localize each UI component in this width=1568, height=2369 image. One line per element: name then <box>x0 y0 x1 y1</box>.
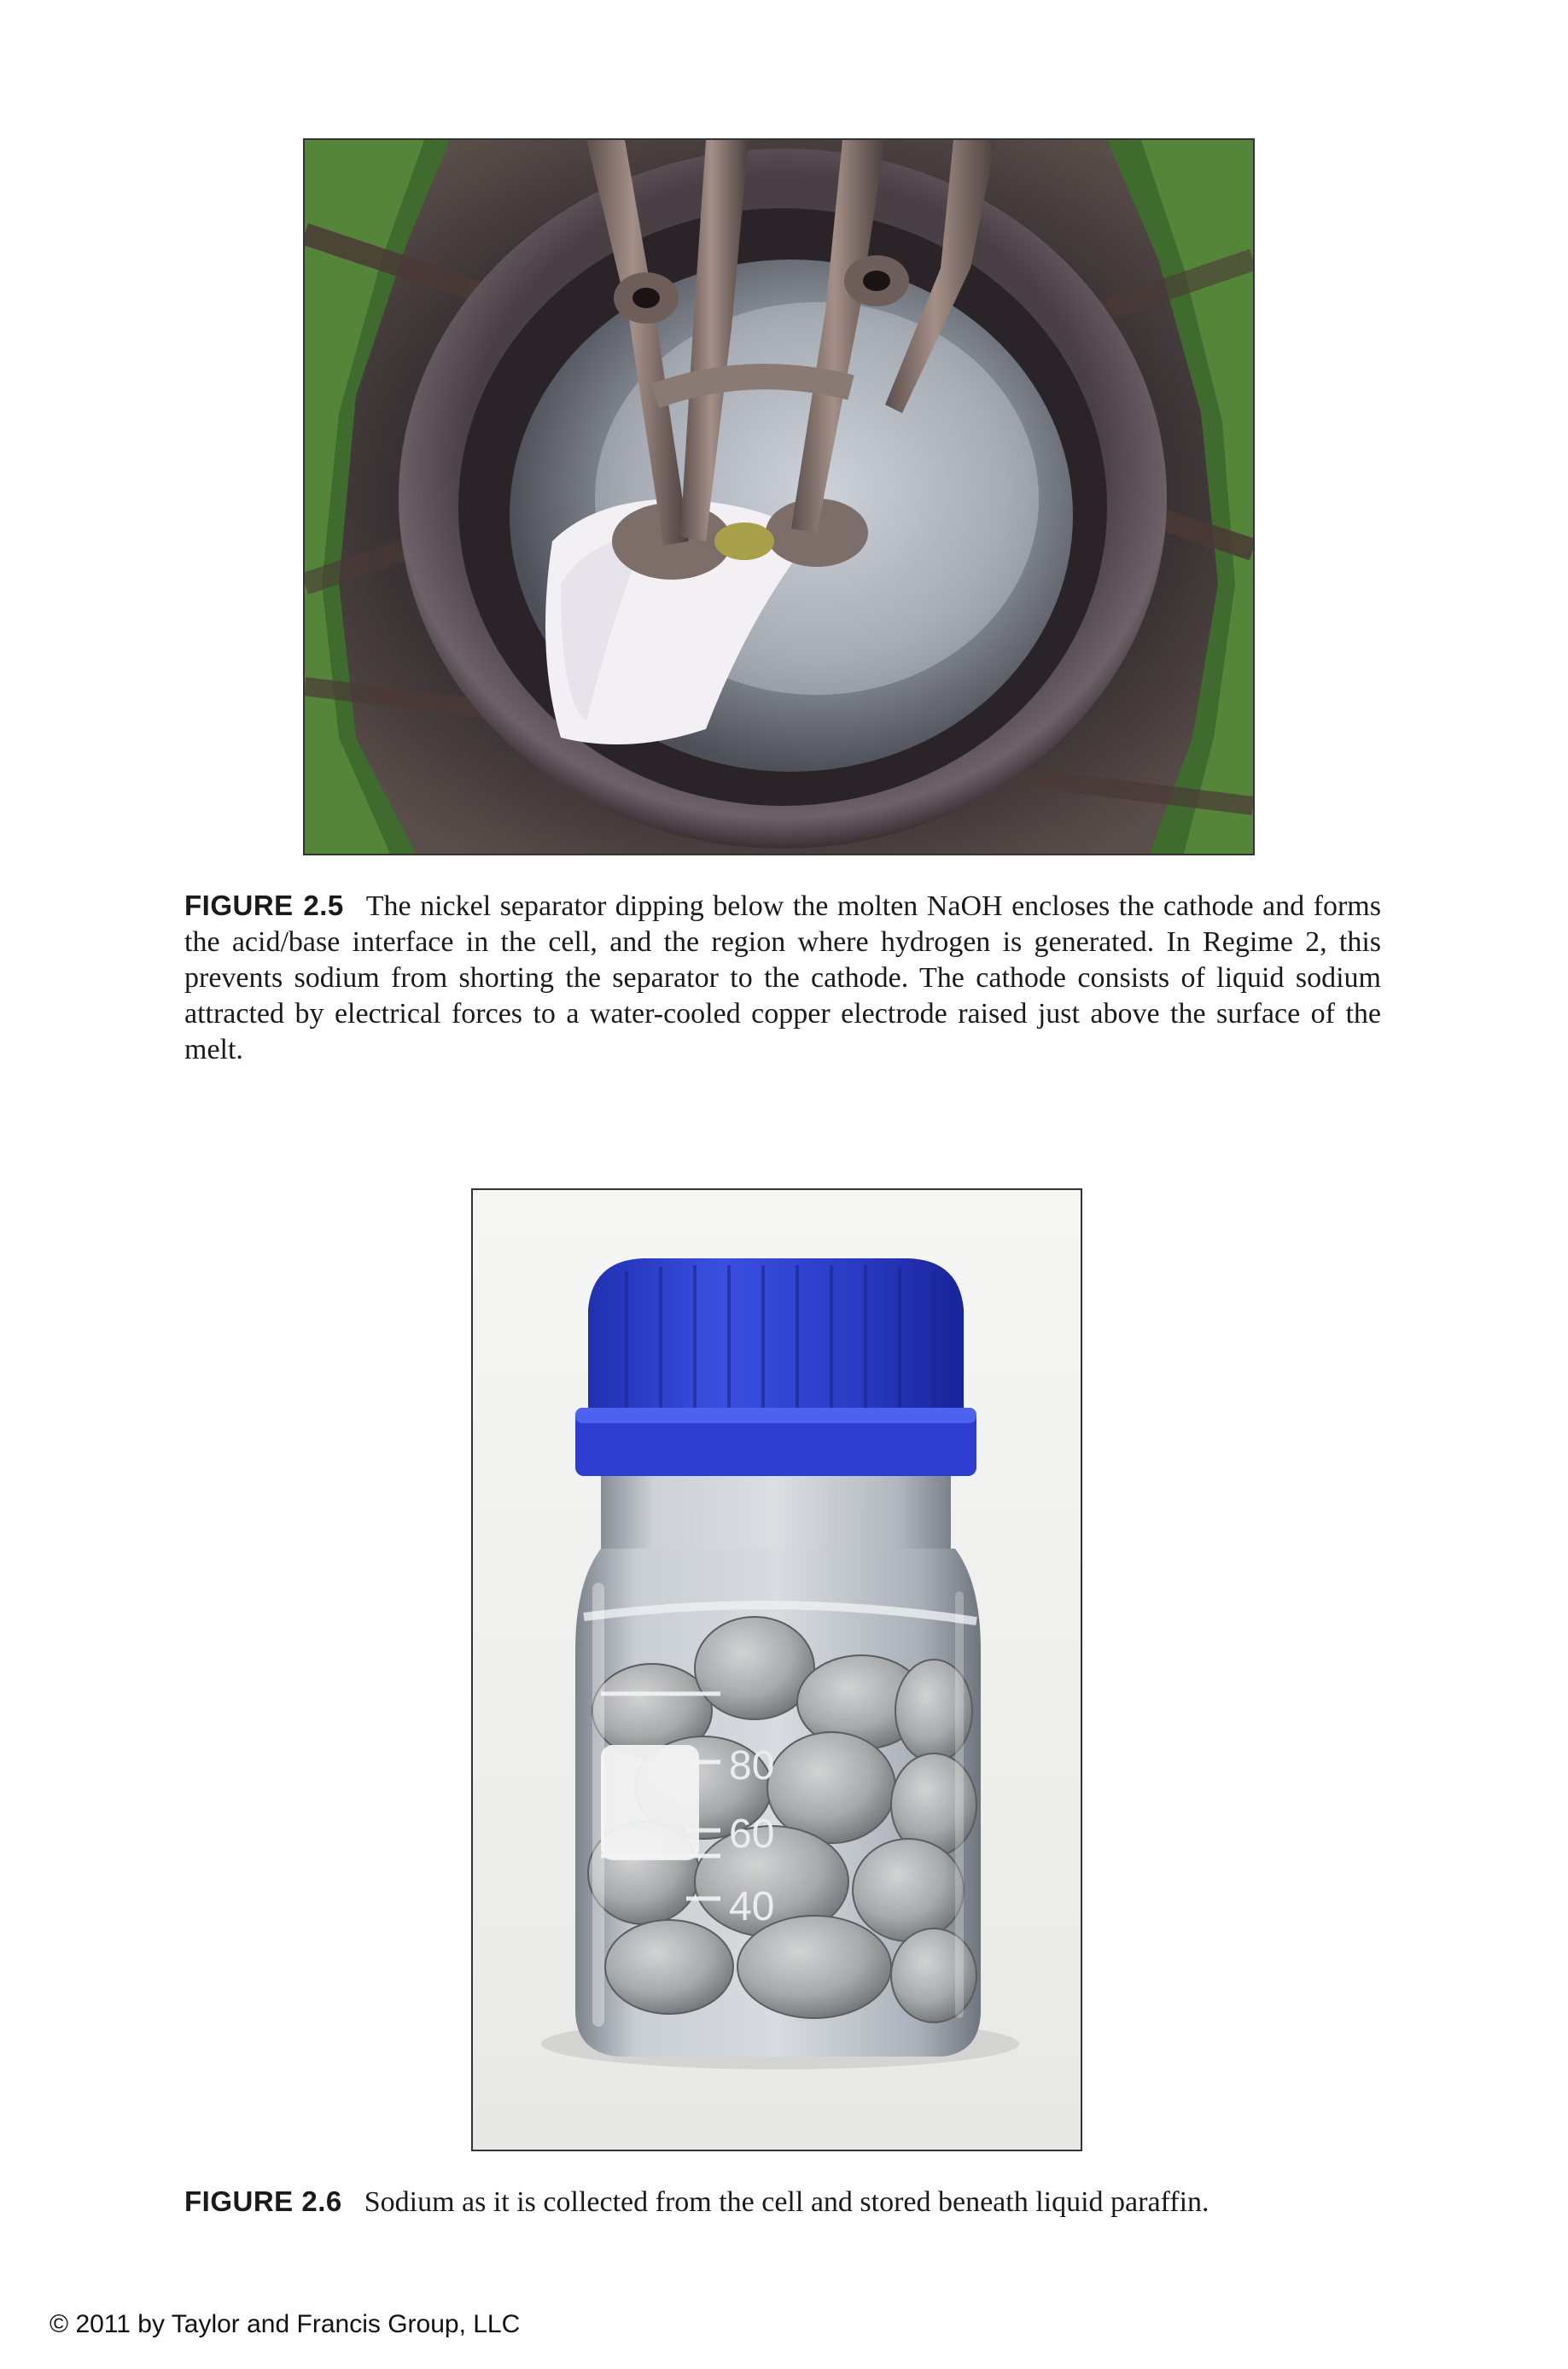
electrolytic-cell-illustration <box>305 140 1253 854</box>
caption-text: The nickel separator dipping below the molten NaOH encloses the cathode and forms the acid/base interface in the cell, and the region where hydrogen is generated. In Regime 2, this prevents sodium from shorting the separator to the cathode. The cathode consists of liquid sodium attracted by electrical forces to a water-cooled copper electrode raised just above the surface of the melt. <box>184 890 1381 1065</box>
figure-label: FIGURE 2.6 <box>184 2185 342 2217</box>
figure-2-6-caption <box>184 2184 1381 2220</box>
bottle-mark-60: 60 <box>729 1812 775 1857</box>
caption-text: Sodium as it is collected from the cell and stored beneath liquid paraffin. <box>364 2186 1210 2218</box>
bottle-mark-80: 80 <box>729 1743 775 1788</box>
figure-label: FIGURE 2.5 <box>184 890 344 921</box>
figure-2-5-photo <box>303 138 1255 855</box>
figure-2-5-caption <box>184 888 1381 1068</box>
figure-2-6-photo <box>471 1188 1082 2151</box>
bottle-mark-40: 40 <box>729 1884 775 1929</box>
sodium-bottle-illustration <box>473 1190 1081 2150</box>
copyright-notice: © 2011 by Taylor and Francis Group, LLC <box>50 2310 521 2338</box>
